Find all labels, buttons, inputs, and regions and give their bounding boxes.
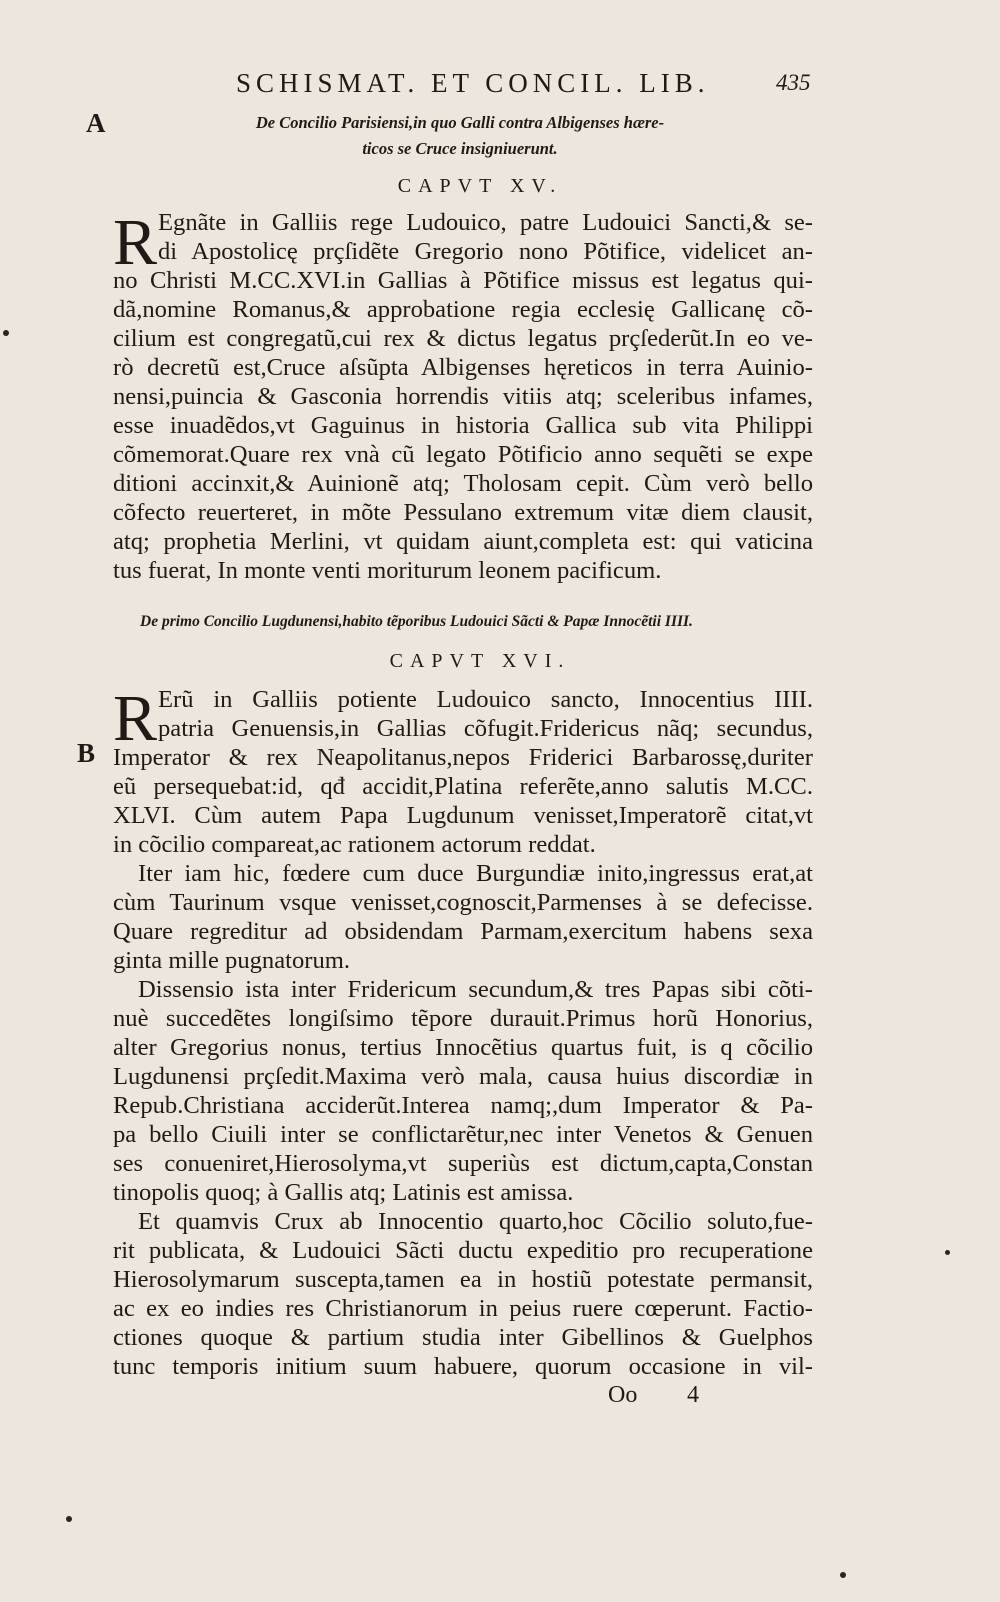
text-line: tinopolis quoq; à Gallis atq; Latinis est amissa. <box>113 1179 574 1206</box>
text-line: atq; prophetia Merlini, vt quidam aiunt,completa est: qui vaticina <box>113 528 813 555</box>
text-line: rit publicata, & Ludouici Sãcti ductu expeditio pro recuperatione <box>113 1237 813 1264</box>
ink-speck <box>3 330 9 336</box>
rubric-line: ticos se Cruce insigniuerunt. <box>362 139 558 158</box>
signature-mark: Oo <box>608 1382 638 1408</box>
text-line: cùm Taurinum vsque venisset,cognoscit,Parmenses à se defecisse. <box>113 889 813 916</box>
text-line: dã,nomine Romanus,& approbatione regia ecclesię Gallicanę cõ- <box>113 296 813 323</box>
text-line: cilium est congregatũ,cui rex & dictus legatus prçſederũt.In eo ve- <box>113 325 813 352</box>
text-line: in cõcilio compareat,ac rationem actorum reddat. <box>113 831 596 858</box>
chapter-15-rubric <box>225 110 695 162</box>
margin-letter-b: B <box>77 738 96 768</box>
text-line: nensi,puincia & Gasconia horrendis vitiis atq; sceleribus infames, <box>113 383 813 410</box>
text-line: patria Genuensis,in Gallias cõfugit.Fridericus nãq; secundus, <box>158 715 813 742</box>
text-line: no Christi M.CC.XVI.in Gallias à Põtifice missus est legatus qui- <box>113 267 813 294</box>
text-line: di Apostolicę prçſidẽte Gregorio nono Põtifice, videlicet an- <box>158 238 813 265</box>
text-line: nuè succedẽtes longiſsimo tẽpore durauit.Primus horũ Honorius, <box>113 1005 813 1032</box>
page-header <box>0 68 1000 108</box>
running-head: SCHISMAT. ET CONCIL. LIB. <box>236 68 710 98</box>
signature-number: 4 <box>687 1382 699 1408</box>
text-line: ses conueniret,Hierosolyma,vt superiùs est dictum,capta,Constan <box>113 1150 813 1177</box>
text-line: tunc temporis initium suum habuere, quorum occasione in vil- <box>113 1353 813 1380</box>
text-line: Imperator & rex Neapolitanus,nepos Friderici Barbarossę,duriter <box>113 744 813 771</box>
text-line: Quare regreditur ad obsidendam Parmam,exercitum habens sexa <box>113 918 813 945</box>
chapter-15-title: CAPVT XV. <box>397 175 563 197</box>
text-line: tus fuerat, In monte venti moriturum leonem pacificum. <box>113 557 662 584</box>
text-line: cõmemorat.Quare rex vnà cũ legato Põtificio anno sequẽti se expe <box>113 441 813 468</box>
margin-letter-a: A <box>86 108 106 138</box>
chapter-16-title: CAPVT XVI. <box>389 650 571 672</box>
text-line: alter Gregorius nonus, tertius Innocẽtius quartus fuit, is q cõcilio <box>113 1034 813 1061</box>
text-line: esse inuadẽdos,vt Gaguinus in historia Gallica sub vita Philippi <box>113 412 813 439</box>
rubric-line: De Concilio Parisiensi,in quo Galli contra Albigenses hære- <box>255 113 665 132</box>
text-line: ditioni accinxit,& Auinionẽ atq; Tholosam cepit. Cùm verò bello <box>113 470 813 497</box>
text-line: eũ persequebat:id, qđ accidit,Platina referẽte,anno salutis M.CC. <box>113 773 813 800</box>
text-line: ctiones quoque & partium studia inter Gibellinos & Guelphos <box>113 1324 813 1351</box>
text-line: pa bello Ciuili inter se conflictarẽtur,nec inter Venetos & Genuen <box>113 1121 813 1148</box>
ink-speck <box>840 1572 846 1578</box>
text-line: ginta mille pugnatorum. <box>113 947 351 974</box>
chapter-16-rubric: De primo Concilio Lugdunensi,habito tẽporibus Ludouici Sãcti & Papæ Innocẽtii IIII. <box>140 613 693 630</box>
text-line: Repub.Christiana acciderũt.Interea namq;,dum Imperator & Pa- <box>113 1092 813 1119</box>
text-line: Iter iam hic, fœdere cum duce Burgundiæ inito,ingressus erat,at <box>138 860 813 887</box>
ink-speck <box>66 1516 72 1522</box>
text-line: XLVI. Cùm autem Papa Lugdunum venisset,Imperatorẽ citat,vt <box>113 802 813 829</box>
folio-number: 435 <box>776 70 811 95</box>
text-line: ac ex eo indies res Christianorum in peius ruere cœperunt. Factio- <box>113 1295 813 1322</box>
text-line: cõfecto reuerteret, in mõte Pessulano extremum vitæ diem clausit, <box>113 499 813 526</box>
ink-speck <box>945 1250 950 1255</box>
text-line: rò decretũ est,Cruce aſsũpta Albigenses hęreticos in terra Auinio- <box>113 354 813 381</box>
text-line: Erũ in Galliis potiente Ludouico sancto, Innocentius IIII. <box>158 686 813 713</box>
text-line: Lugdunensi prçſedit.Maxima verò mala, causa huius discordiæ in <box>113 1063 813 1090</box>
text-line: Et quamvis Crux ab Innocentio quarto,hoc Cõcilio soluto,fue- <box>138 1208 813 1235</box>
drop-cap: R <box>113 206 158 279</box>
drop-cap: R <box>113 682 158 755</box>
text-line: Hierosolymarum suscepta,tamen ea in hostiũ potestate permansit, <box>113 1266 813 1293</box>
text-line: Egnãte in Galliis rege Ludouico, patre Ludouici Sancti,& se- <box>158 209 813 236</box>
text-line: Dissensio ista inter Fridericum secundum,& tres Papas sibi cõti- <box>138 976 813 1003</box>
